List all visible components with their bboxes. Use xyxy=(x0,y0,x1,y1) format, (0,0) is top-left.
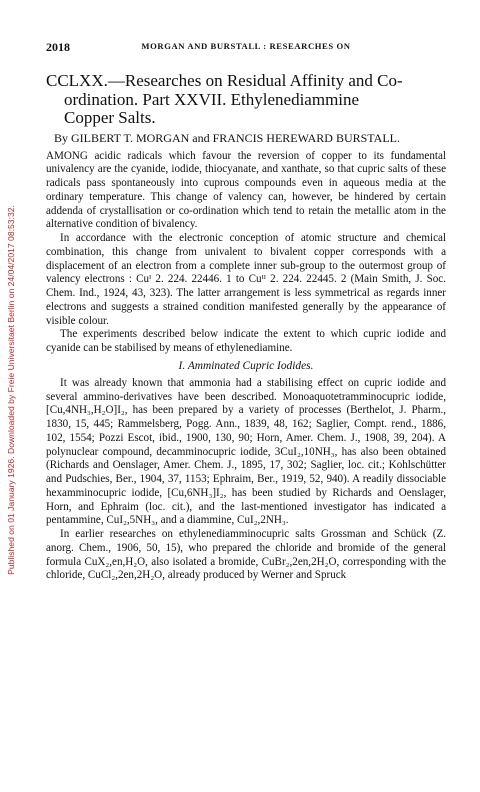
paragraph-intro: AMONG acidic radicals which favour the reversion of copper to its fundamental univalency are the cyanide, iodide, thiocyanate, and xanthate, so that cupric salts of these radicals pass spontaneously into cuprous compounds even in aqueous media at the ordinary temperature. This change of valency can, however, be hindered by certain addenda of crystallisation or co-ordination which tend to retain the metallic atom in the alternative condition of bivalency. xyxy=(46,149,446,231)
article-content xyxy=(46,72,446,583)
download-notice: Published on 01 January 1926. Downloaded by Freie Universitaet Berlin on 24/04/2017 08:53:32. xyxy=(6,205,16,575)
title-line-2: ordination. Part XXVII. Ethylenediammine xyxy=(64,89,360,109)
title-line-3: Copper Salts. xyxy=(64,108,156,127)
running-head: MORGAN AND BURSTALL : RESEARCHES ON xyxy=(141,41,351,51)
download-notice-sidebar xyxy=(0,60,22,720)
paragraph-amminated-iodides: It was already known that ammonia had a stabilising effect on cupric iodide and several ammino-derivatives have been described. Monoaquotetramminocupric iodide, [Cu,4NH₃,H₂O]I₂, has been prepared by a variety of processes (Berthelot, J. Pharm., 1830, 15, 445; Rammelsberg, Pogg. Ann., 1839, 48, 162; Saglier, Compt. rend., 1886, 102, 1554; Pozzi Escot, ibid., 1900, 130, 90; Horn, Amer. Chem. J., 1908, 39, 204). A polynuclear compound, decamminocupric iodide, 3CuI₂,10NH₃, has also been obtained (Richards and Oenslager, Amer. Chem. J., 1895, 17, 302; Saglier, loc. cit.; Kohlschütter and Pudschies, Ber., 1904, 37, 1153; Ephraim, Ber., 1919, 52, 940). A readily dissociable hexamminocupric iodide, [Cu,6NH₃]I₂, has been studied by Richards and Oenslager, Horn, and Ephraim (loc. cit.), and the last-mentioned investigator has indicated a pentammine, CuI₂,5NH₃, and a diammine, CuI₂,2NH₃. xyxy=(46,376,446,527)
paragraph-experiments: The experiments described below indicate the extent to which cupric iodide and cyanide can be stabilised by means of ethylenediamine. xyxy=(46,328,446,354)
page-number: 2018 xyxy=(46,40,70,54)
title-line-1: CCLXX.—Researches on Residual Affinity and Co- xyxy=(46,71,403,90)
page-header xyxy=(46,40,446,54)
paragraph-earlier-researches: In earlier researches on ethylenediamminocupric salts Grossman and Schück (Z. anorg. Chem., 1906, 50, 15), who prepared the chloride and bromide of the general formula CuX₂,en,H₂O, also isolated a bromide, CuBr₂,2en,2H₂O, corresponding with the chloride, CuCl₂,2en,2H₂O, already produced by Werner and Spruck xyxy=(46,528,446,582)
paragraph-electronic-conception: In accordance with the electronic conception of atomic structure and chemical combination, this change from univalent to bivalent copper corresponds with a displacement of an electron from a complete inner sub-group to the outermost group of valency electrons : Cuᴵ 2. 224. 22446. 1 to Cuᴵᴵ 2. 224. 22445. 2 (Main Smith, J. Soc. Chem. Ind., 1924, 43, 323). The latter arrangement is less symmetrical as regards inner electrons and suggests a strained condition manifested generally by the appearance of visible colour. xyxy=(46,232,446,327)
section-heading: I. Amminated Cupric Iodides. xyxy=(178,359,314,372)
article-body xyxy=(46,150,446,584)
author-byline: By GILBERT T. MORGAN and FRANCIS HEREWARD BURSTALL. xyxy=(54,130,401,145)
article-title xyxy=(46,72,446,128)
